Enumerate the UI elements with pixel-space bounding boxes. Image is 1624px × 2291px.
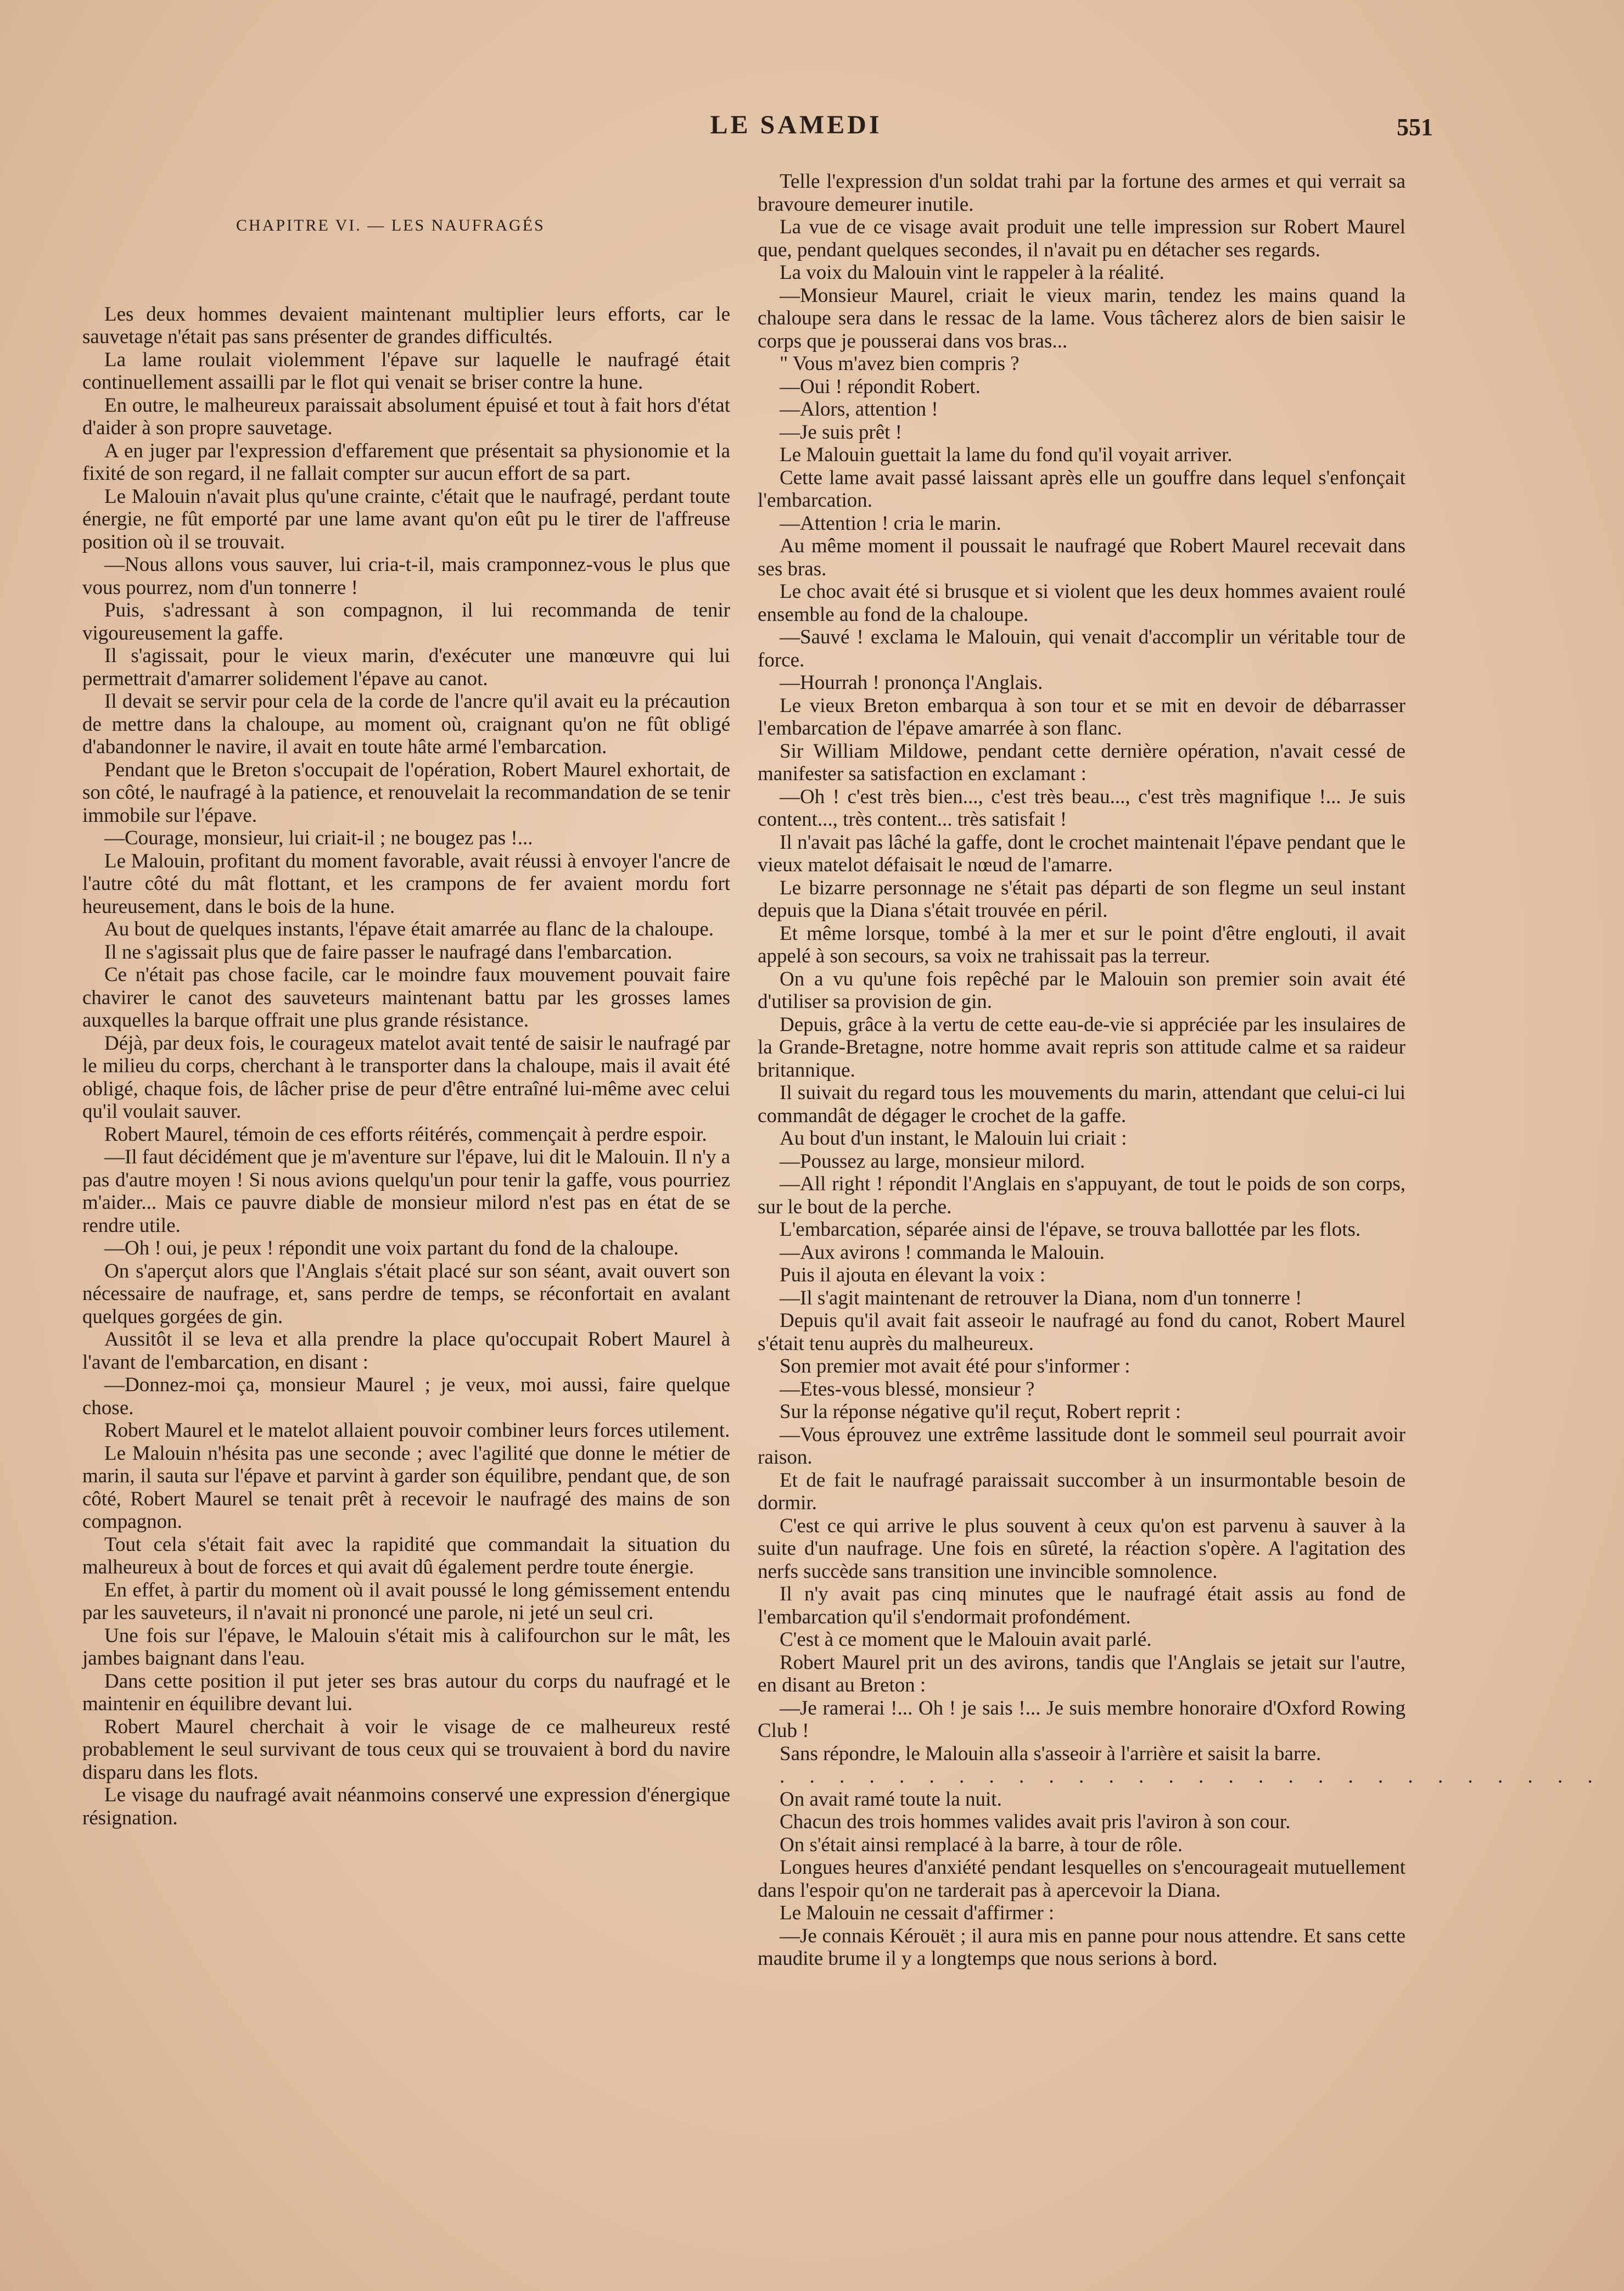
- paragraph: Le vieux Breton embarqua à son tour et se mit en devoir de débarrasser l'embarcation de l'épave amarrée à son flanc.: [758, 694, 1405, 740]
- paragraph: —Oui ! répondit Robert.: [780, 375, 981, 398]
- paragraph: C'est à ce moment que le Malouin avait parlé.: [780, 1628, 1152, 1651]
- paragraph: Et même lorsque, tombé à la mer et sur le point d'être englouti, il avait appelé à son secours, sa voix ne trahissait pas la terreur.: [758, 922, 1405, 967]
- paragraph: —Courage, monsieur, lui criait-il ; ne bougez pas !...: [104, 827, 533, 849]
- paragraph: Le Malouin, profitant du moment favorable, avait réussi à envoyer l'ancre de l'autre côté du mât flottant, et les crampons de fer avaient mordu fort heureusement, dans le bois de la hune.: [82, 849, 730, 918]
- paragraph: Sans répondre, le Malouin alla s'asseoir à l'arrière et saisit la barre.: [780, 1742, 1321, 1765]
- paragraph: Puis il ajouta en élevant la voix :: [780, 1264, 1045, 1286]
- paragraph: —Il faut décidément que je m'aventure sur l'épave, lui dit le Malouin. Il n'y a pas d'autre moyen ! Si nous avions quelqu'un pour tenir la gaffe, vous pourriez m'aider... Mais ce pauvre diable de monsieur milord n'est pas en état de se rendre utile.: [82, 1146, 730, 1237]
- paragraph: —Etes-vous blessé, monsieur ?: [780, 1377, 1035, 1401]
- paragraph: En effet, à partir du moment où il avait poussé le long gémissement entendu par les sauveteurs, il n'avait ni prononcé une parole, ni jeté un seul cri.: [82, 1578, 730, 1624]
- paragraph: Et de fait le naufragé paraissait succomber à un insurmontable besoin de dormir.: [758, 1469, 1405, 1514]
- paragraph: Depuis qu'il avait fait asseoir le naufragé au fond du canot, Robert Maurel s'était tenu auprès du malheureux.: [758, 1309, 1405, 1355]
- paragraph: Déjà, par deux fois, le courageux matelot avait tenté de saisir le naufragé par le milieu du corps, cherchant à le transporter dans la chaloupe, mais il avait été obligé, chaque fois, de lâcher prise de peur d'être entraîné lui-même avec celui qu'il voulait sauver.: [82, 1032, 730, 1123]
- paragraph: Les deux hommes devaient maintenant multiplier leurs efforts, car le sauvetage n'était pas sans présenter de grandes difficultés.: [82, 303, 730, 348]
- paragraph: Robert Maurel cherchait à voir le visage de ce malheureux resté probablement le seul survivant de tous ceux qui se trouvaient à bord du navire disparu dans les flots.: [82, 1715, 730, 1784]
- paragraph: Au même moment il poussait le naufragé que Robert Maurel recevait dans ses bras.: [758, 535, 1405, 580]
- paragraph: —Je ramerai !... Oh ! je sais !... Je suis membre honoraire d'Oxford Rowing Club !: [758, 1696, 1405, 1742]
- paragraph: Sur la réponse négative qu'il reçut, Robert reprit :: [780, 1401, 1181, 1423]
- paragraph: Il ne s'agissait plus que de faire passer le naufragé dans l'embarcation.: [104, 940, 673, 964]
- right-column: [758, 170, 1603, 2202]
- paragraph: Puis, s'adressant à son compagnon, il lui recommanda de tenir vigoureusement la gaffe.: [82, 599, 730, 645]
- paragraph: Son premier mot avait été pour s'informer :: [780, 1355, 1130, 1377]
- paragraph: —All right ! répondit l'Anglais en s'appuyant, de tout le poids de son corps, sur le bout de la perche.: [758, 1173, 1405, 1218]
- paragraph: C'est ce qui arrive le plus souvent à ceux qu'on est parvenu à sauver à la suite d'un naufrage. Une fois en sûreté, la réaction s'opère. A l'agitation des nerfs succède sans transition une invincible somnolence.: [758, 1514, 1405, 1583]
- paragraph: —Hourrah ! prononça l'Anglais.: [780, 671, 1043, 694]
- paragraph: Tout cela s'était fait avec la rapidité que commandait la situation du malheureux à bout de forces et qui avait dû également perdre toute énergie.: [82, 1533, 730, 1578]
- paragraph: Pendant que le Breton s'occupait de l'opération, Robert Maurel exhortait, de son côté, le naufragé à la patience, et renouvelait la recommandation de se tenir immobile sur l'épave.: [82, 758, 730, 827]
- paragraph: Telle l'expression d'un soldat trahi par la fortune des armes et qui verrait sa bravoure demeurer inutile.: [758, 170, 1405, 216]
- paragraph: Depuis, grâce à la vertu de cette eau-de-vie si appréciée par les insulaires de la Grande-Bretagne, notre homme avait repris son attitude calme et sa raideur britannique.: [758, 1013, 1405, 1082]
- paragraph: Au bout de quelques instants, l'épave était amarrée au flanc de la chaloupe.: [104, 918, 714, 940]
- paragraph: La vue de ce visage avait produit une telle impression sur Robert Maurel que, pendant quelques secondes, il n'avait pu en détacher ses regards.: [758, 216, 1405, 261]
- paragraph: —Oh ! oui, je peux ! répondit une voix partant du fond de la chaloupe.: [104, 1237, 679, 1259]
- paragraph: Il devait se servir pour cela de la corde de l'ancre qu'il avait eu la précaution de mettre dans la chaloupe, au moment où, craignant qu'on ne fût obligé d'abandonner le navire, il avait en toute hâte armé l'embarcation.: [82, 690, 730, 758]
- paragraph: On avait ramé toute la nuit.: [780, 1788, 1002, 1811]
- paragraph: Ce n'était pas chose facile, car le moindre faux mouvement pouvait faire chavirer le canot des sauveteurs maintenant battu par les grosses lames auxquelles la barque offrait une plus grande résistance.: [82, 964, 730, 1032]
- paragraph: Une fois sur l'épave, le Malouin s'était mis à califourchon sur le mât, les jambes baignant dans l'eau.: [82, 1624, 730, 1670]
- paragraph: —Aux avirons ! commanda le Malouin.: [780, 1241, 1105, 1264]
- paragraph: Le Malouin ne cessait d'affirmer :: [780, 1902, 1055, 1924]
- paragraph: Il s'agissait, pour le vieux marin, d'exécuter une manœuvre qui lui permettrait d'amarrer solidement l'épave au canot.: [82, 645, 730, 690]
- paragraph: L'embarcation, séparée ainsi de l'épave, se trouva ballottée par les flots.: [780, 1218, 1361, 1241]
- paragraph: Cette lame avait passé laissant après elle un gouffre dans lequel s'enfonçait l'embarcation.: [758, 466, 1405, 512]
- paragraph: Le Malouin n'avait plus qu'une crainte, c'était que le naufragé, perdant toute énergie, ne fût emporté par une lame avant qu'on eût pu le tirer de l'affreuse position où il se trouvait.: [82, 485, 730, 553]
- paragraph: —Je connais Kérouët ; il aura mis en panne pour nous attendre. Et sans cette maudite brume il y a longtemps que nous serions à bord.: [758, 1924, 1405, 1970]
- paragraph: Chacun des trois hommes valides avait pris l'aviron à son cour.: [780, 1811, 1291, 1833]
- paragraph: Au bout d'un instant, le Malouin lui criait :: [780, 1127, 1127, 1150]
- paragraph: —Donnez-moi ça, monsieur Maurel ; je veux, moi aussi, faire quelque chose.: [82, 1374, 730, 1419]
- paragraph: Le Malouin guettait la lame du fond qu'il voyait arriver.: [780, 444, 1233, 466]
- paragraph: Le visage du naufragé avait néanmoins conservé une expression d'énergique résignation.: [82, 1784, 730, 1829]
- paragraph: —Poussez au large, monsieur milord.: [780, 1150, 1085, 1173]
- paragraph: La lame roulait violemment l'épave sur laquelle le naufragé était continuellement assailli par le flot qui venait se briser contre la hune.: [82, 348, 730, 394]
- paragraph: Il n'y avait pas cinq minutes que le naufragé était assis au fond de l'embarcation qu'il s'endormait profondément.: [758, 1583, 1405, 1628]
- paragraph: On s'était ainsi remplacé à la barre, à tour de rôle.: [780, 1833, 1183, 1856]
- page-header: [99, 110, 1438, 159]
- paragraph: Robert Maurel prit un des avirons, tandis que l'Anglais se jetait sur l'autre, en disant au Breton :: [758, 1651, 1405, 1696]
- left-column: [82, 165, 730, 2196]
- paragraph: On a vu qu'une fois repêché par le Malouin son premier soin avait été d'utiliser sa provision de gin.: [758, 967, 1405, 1013]
- paragraph: —Sauvé ! exclama le Malouin, qui venait d'accomplir un véritable tour de force.: [758, 626, 1405, 671]
- section-separator: . . . . . . . . . . . . . . . . . . . . . . . . . . . .: [780, 1765, 1603, 1788]
- paragraph: Il n'avait pas lâché la gaffe, dont le crochet maintenait l'épave pendant que le vieux matelot défaisait le nœud de l'amarre.: [758, 831, 1405, 876]
- paragraph: Aussitôt il se leva et alla prendre la place qu'occupait Robert Maurel à l'avant de l'embarcation, en disant :: [82, 1328, 730, 1374]
- paragraph: A en juger par l'expression d'effarement que présentait sa physionomie et la fixité de son regard, il ne fallait compter sur aucun effort de sa part.: [82, 439, 730, 485]
- paragraph: —Je suis prêt !: [780, 421, 902, 444]
- paragraph: —Vous éprouvez une extrême lassitude dont le sommeil seul pourrait avoir raison.: [758, 1423, 1405, 1469]
- masthead-title: LE SAMEDI: [710, 110, 882, 139]
- paragraph: " Vous m'avez bien compris ?: [780, 352, 1020, 375]
- paragraph: La voix du Malouin vint le rappeler à la réalité.: [780, 261, 1164, 284]
- paragraph: —Nous allons vous sauver, lui cria-t-il, mais cramponnez-vous le plus que vous pourrez, nom d'un tonnerre !: [82, 553, 730, 599]
- paragraph: En outre, le malheureux paraissait absolument épuisé et tout à fait hors d'état d'aider à son propre sauvetage.: [82, 394, 730, 439]
- chapter-heading: CHAPITRE VI. — LES NAUFRAGÉS: [236, 216, 545, 234]
- paragraph: Le Malouin n'hésita pas une seconde ; avec l'agilité que donne le métier de marin, il sauta sur l'épave et parvint à garder son équilibre, pendant que, de son côté, Robert Maurel se tenait prêt à recevoir le naufragé des mains de son compagnon.: [82, 1442, 730, 1533]
- paragraph: —Alors, attention !: [780, 398, 938, 421]
- page-number: 551: [1397, 114, 1433, 141]
- paragraph: —Il s'agit maintenant de retrouver la Diana, nom d'un tonnerre !: [780, 1286, 1302, 1309]
- paragraph: Le bizarre personnage ne s'était pas départi de son flegme un seul instant depuis que la Diana s'était trouvée en péril.: [758, 876, 1405, 922]
- paragraph: —Oh ! c'est très bien..., c'est très beau..., c'est très magnifique !... Je suis content..., très content... très satisfait !: [758, 785, 1405, 831]
- paragraph: Dans cette position il put jeter ses bras autour du corps du naufragé et le maintenir en équilibre devant lui.: [82, 1670, 730, 1715]
- paragraph: On s'aperçut alors que l'Anglais s'était placé sur son séant, avait ouvert son nécessaire de naufrage, et, sans perdre de temps, se réconfortait en avalant quelques gorgées de gin.: [82, 1259, 730, 1328]
- paragraph: —Attention ! cria le marin.: [780, 512, 1001, 535]
- paragraph: Le choc avait été si brusque et si violent que les deux hommes avaient roulé ensemble au fond de la chaloupe.: [758, 580, 1405, 626]
- paragraph: —Monsieur Maurel, criait le vieux marin, tendez les mains quand la chaloupe sera dans le ressac de la lame. Vous tâcherez alors de bien saisir le corps que je pousserai dans vos bras...: [758, 284, 1405, 352]
- paragraph: Longues heures d'anxiété pendant lesquelles on s'encourageait mutuellement dans l'espoir qu'on ne tarderait pas à apercevoir la Diana.: [758, 1856, 1405, 1902]
- paragraph: Robert Maurel, témoin de ces efforts réitérés, commençait à perdre espoir.: [104, 1123, 707, 1146]
- paragraph: Sir William Mildowe, pendant cette dernière opération, n'avait cessé de manifester sa satisfaction en exclamant :: [758, 740, 1405, 785]
- paragraph: Il suivait du regard tous les mouvements du marin, attendant que celui-ci lui commandât de dégager le crochet de la gaffe.: [758, 1082, 1405, 1127]
- paragraph: Robert Maurel et le matelot allaient pouvoir combiner leurs forces utilement.: [104, 1419, 730, 1442]
